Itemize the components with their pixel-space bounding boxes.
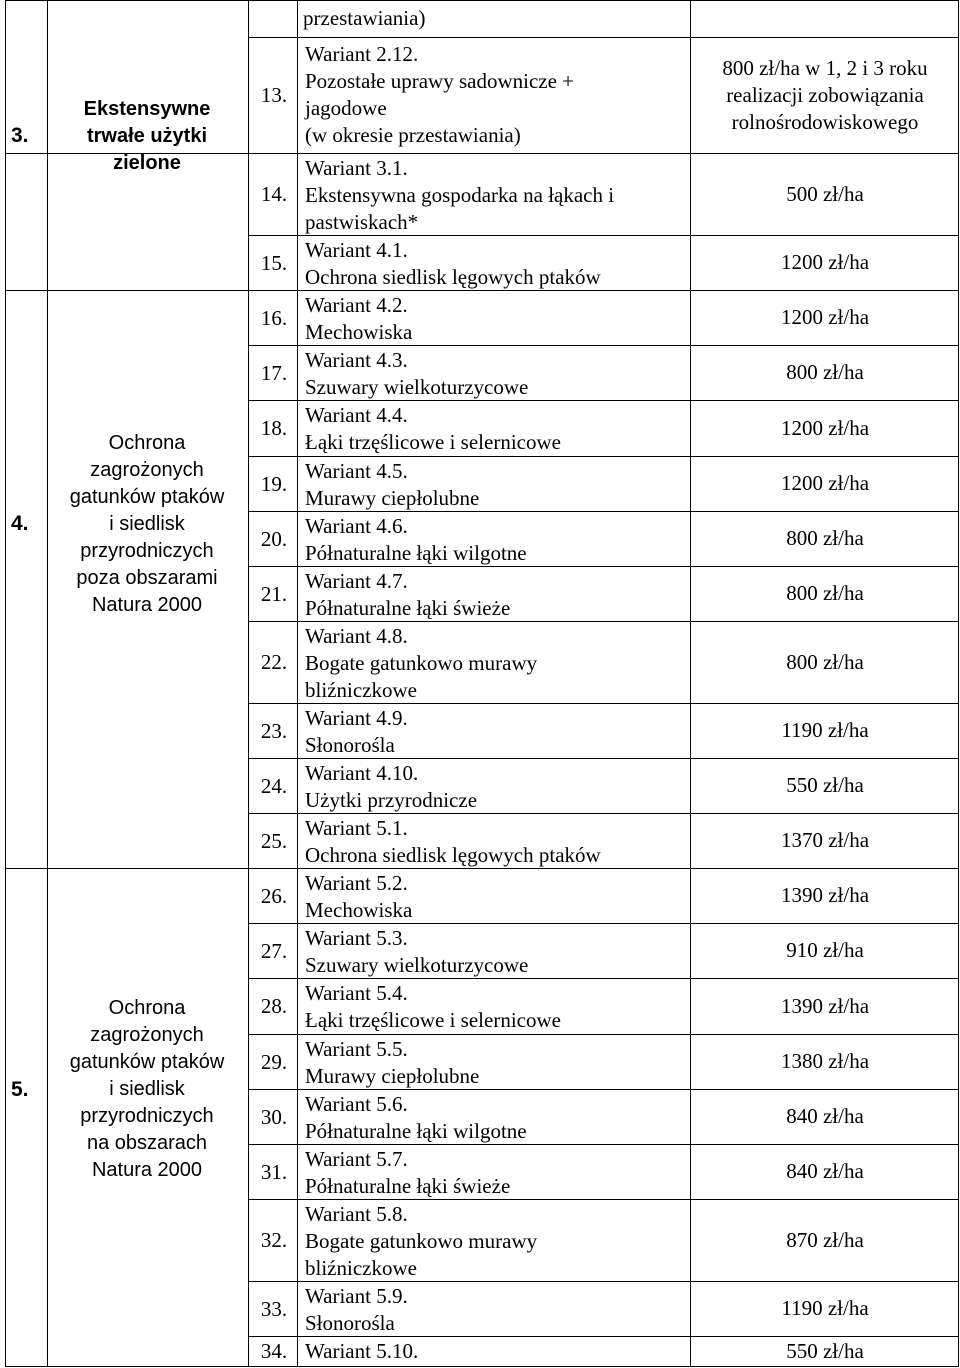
variant-description: Łąki trzęślicowe i selernicowe bbox=[305, 1008, 561, 1032]
variant-description: pastwiskach* bbox=[305, 210, 419, 234]
payment-rate: 1380 zł/ha bbox=[780, 1049, 870, 1073]
payment-rate: 1190 zł/ha bbox=[781, 1296, 869, 1320]
section-name-line: zagrożonych bbox=[90, 458, 204, 481]
variant-description: bliźniczkowe bbox=[305, 1256, 417, 1280]
variant-description: Półnaturalne łąki wilgotne bbox=[305, 1119, 527, 1143]
grid-line-horizontal bbox=[248, 1034, 959, 1035]
continuation-text: przestawiania) bbox=[303, 6, 426, 30]
variant-description: Łąki trzęślicowe i selernicowe bbox=[305, 430, 561, 454]
variant-description: Ochrona siedlisk lęgowych ptaków bbox=[305, 265, 601, 289]
variant-description: Szuwary wielkoturzycowe bbox=[305, 953, 529, 977]
variant-label: Wariant 4.9. bbox=[305, 706, 408, 730]
row-number: 23. bbox=[260, 718, 288, 743]
variant-label: Wariant 4.8. bbox=[305, 624, 408, 648]
section-name-line: Ochrona bbox=[108, 997, 186, 1019]
row-number: 30. bbox=[260, 1104, 288, 1129]
variant-label: Wariant 4.6. bbox=[305, 514, 408, 538]
section-name-line: gatunków ptaków bbox=[69, 485, 225, 508]
variant-description: Mechowiska bbox=[305, 898, 413, 922]
payment-rate: 840 zł/ha bbox=[786, 1104, 864, 1128]
row-number: 29. bbox=[260, 1049, 288, 1074]
row-number: 15. bbox=[260, 250, 288, 275]
payment-rate: 1200 zł/ha bbox=[780, 250, 870, 274]
grid-line-horizontal bbox=[248, 456, 959, 457]
section-name-line: na obszarach bbox=[86, 1132, 208, 1154]
payment-rate: 1200 zł/ha bbox=[780, 305, 870, 329]
grid-line-horizontal bbox=[248, 511, 959, 512]
section-number: 3. bbox=[11, 124, 29, 147]
grid-line-horizontal bbox=[248, 400, 959, 401]
payment-rate: 800 zł/ha bbox=[786, 649, 864, 674]
variant-description: Murawy ciepłolubne bbox=[305, 1064, 480, 1088]
variant-description: bliźniczkowe bbox=[305, 678, 417, 702]
variant-label: Wariant 5.4. bbox=[305, 981, 408, 1005]
section-name-line: i siedlisk bbox=[109, 512, 185, 535]
variant-label: Wariant 4.2. bbox=[305, 293, 408, 317]
section-name-line: Natura 2000 bbox=[91, 1159, 203, 1181]
payment-rate: realizacji zobowiązania bbox=[726, 82, 924, 107]
variant-label: Wariant 5.7. bbox=[305, 1147, 408, 1171]
payment-rate: rolnośrodowiskowego bbox=[731, 109, 919, 134]
variant-description: Pozostałe uprawy sadownicze + bbox=[305, 69, 575, 93]
row-number: 18. bbox=[260, 416, 288, 440]
grid-line-horizontal bbox=[5, 290, 959, 291]
payment-rate: 1190 zł/ha bbox=[781, 718, 869, 742]
payment-rate: 1390 zł/ha bbox=[780, 993, 870, 1018]
variant-description: Słonorośla bbox=[305, 733, 395, 757]
row-number: 32. bbox=[260, 1228, 288, 1252]
payment-rate: 1200 zł/ha bbox=[780, 471, 870, 495]
variant-label: Wariant 5.2. bbox=[305, 871, 408, 895]
row-number: 14. bbox=[260, 182, 288, 206]
variant-description: Ochrona siedlisk lęgowych ptaków bbox=[305, 843, 601, 867]
grid-line-horizontal bbox=[248, 1281, 959, 1282]
section-name-line: poza obszarami bbox=[76, 566, 218, 589]
grid-line-horizontal bbox=[5, 1366, 959, 1367]
variant-description: Słonorośla bbox=[305, 1311, 395, 1335]
variant-description: Półnaturalne łąki świeże bbox=[305, 1174, 511, 1198]
variant-description: Bogate gatunkowo murawy bbox=[305, 651, 538, 675]
grid-line-vertical bbox=[5, 0, 6, 1366]
row-number: 28. bbox=[260, 994, 288, 1018]
variant-description: Półnaturalne łąki świeże bbox=[305, 596, 511, 620]
payment-rate: 840 zł/ha bbox=[786, 1159, 864, 1183]
row-number: 26. bbox=[260, 883, 288, 908]
grid-line-horizontal bbox=[248, 1199, 959, 1200]
payment-rate: 870 zł/ha bbox=[786, 1227, 864, 1252]
variant-label: Wariant 5.8. bbox=[305, 1202, 408, 1226]
row-number: 31. bbox=[260, 1159, 288, 1184]
variant-description: Użytki przyrodnicze bbox=[305, 788, 478, 812]
grid-line-horizontal bbox=[248, 758, 959, 759]
row-number: 21. bbox=[260, 581, 288, 606]
section-name-line: zagrożonych bbox=[90, 1024, 204, 1046]
payment-rate: 800 zł/ha bbox=[786, 581, 864, 605]
variant-label: Wariant 4.5. bbox=[305, 459, 408, 483]
row-number: 25. bbox=[260, 828, 288, 853]
grid-line-horizontal bbox=[248, 37, 959, 38]
variant-description: Mechowiska bbox=[305, 320, 413, 344]
grid-line-horizontal bbox=[248, 345, 959, 346]
variant-description: Ekstensywna gospodarka na łąkach i bbox=[305, 183, 615, 207]
section-name-line: Natura 2000 bbox=[91, 593, 203, 616]
section-name-line: i siedlisk bbox=[109, 1078, 185, 1100]
section-name-line: trwałe użytki bbox=[86, 124, 208, 147]
row-number: 19. bbox=[260, 471, 288, 496]
section-number: 4. bbox=[11, 512, 29, 535]
variant-description: jagodowe bbox=[305, 96, 387, 120]
grid-line-horizontal bbox=[248, 1089, 959, 1090]
variant-label: Wariant 5.3. bbox=[305, 926, 408, 950]
variant-description: Bogate gatunkowo murawy bbox=[305, 1229, 538, 1253]
row-number: 33. bbox=[260, 1296, 288, 1321]
payment-rate: 1370 zł/ha bbox=[780, 828, 870, 852]
grid-line-horizontal bbox=[248, 621, 959, 622]
row-number: 24. bbox=[260, 773, 288, 798]
payment-rate: 800 zł/ha w 1, 2 i 3 roku bbox=[722, 55, 928, 80]
payment-rate: 1200 zł/ha bbox=[780, 415, 870, 440]
row-number: 17. bbox=[260, 360, 288, 385]
row-number: 13. bbox=[260, 83, 288, 107]
variant-label: Wariant 5.5. bbox=[305, 1037, 408, 1061]
variant-label: Wariant 3.1. bbox=[305, 156, 408, 180]
section-name-line: Ochrona bbox=[108, 431, 186, 454]
row-number: 27. bbox=[260, 938, 288, 963]
variant-description: Półnaturalne łąki wilgotne bbox=[305, 541, 527, 565]
variant-label: Wariant 4.1. bbox=[305, 238, 408, 262]
grid-line-horizontal bbox=[248, 235, 959, 236]
variant-label: Wariant 4.10. bbox=[305, 761, 419, 785]
payment-rate: 910 zł/ha bbox=[786, 938, 864, 962]
variant-label: Wariant 2.12. bbox=[305, 42, 419, 66]
grid-line-horizontal bbox=[248, 923, 959, 924]
variant-description: (w okresie przestawiania) bbox=[305, 123, 521, 147]
grid-line-horizontal bbox=[5, 0, 959, 1]
section-name-line: gatunków ptaków bbox=[69, 1051, 225, 1073]
variant-label: Wariant 5.6. bbox=[305, 1092, 408, 1116]
payment-rate: 800 zł/ha bbox=[786, 526, 864, 550]
section-name-line: przyrodniczych bbox=[80, 539, 214, 562]
variant-label: Wariant 4.7. bbox=[305, 569, 408, 593]
payment-rate: 800 zł/ha bbox=[786, 360, 864, 384]
grid-line-horizontal bbox=[248, 703, 959, 704]
row-number: 20. bbox=[260, 526, 288, 551]
variant-description: Szuwary wielkoturzycowe bbox=[305, 375, 529, 399]
section-name-line: Ekstensywne bbox=[83, 97, 211, 120]
grid-line-horizontal bbox=[5, 868, 959, 869]
row-number: 16. bbox=[260, 305, 288, 330]
payment-rate: 1390 zł/ha bbox=[780, 883, 870, 907]
variant-label: Wariant 4.4. bbox=[305, 403, 408, 427]
grid-line-horizontal bbox=[248, 978, 959, 979]
grid-line-horizontal bbox=[248, 566, 959, 567]
payment-rate: 550 zł/ha bbox=[786, 773, 864, 797]
grid-line-horizontal bbox=[248, 1144, 959, 1145]
payment-rate: 550 zł/ha bbox=[786, 1338, 864, 1363]
row-number: 34. bbox=[260, 1339, 288, 1363]
variant-label: Wariant 5.1. bbox=[305, 816, 408, 840]
section-number: 5. bbox=[11, 1077, 29, 1101]
variant-label: Wariant 4.3. bbox=[305, 348, 408, 372]
grid-line-horizontal bbox=[248, 813, 959, 814]
row-number: 22. bbox=[260, 650, 288, 674]
section-name-line: zielone bbox=[113, 151, 181, 174]
payment-rate: 500 zł/ha bbox=[786, 181, 864, 206]
variant-label: Wariant 5.9. bbox=[305, 1284, 408, 1308]
section-name-line: przyrodniczych bbox=[80, 1105, 214, 1127]
variant-description: Murawy ciepłolubne bbox=[305, 486, 480, 510]
variant-label: Wariant 5.10. bbox=[305, 1339, 419, 1363]
